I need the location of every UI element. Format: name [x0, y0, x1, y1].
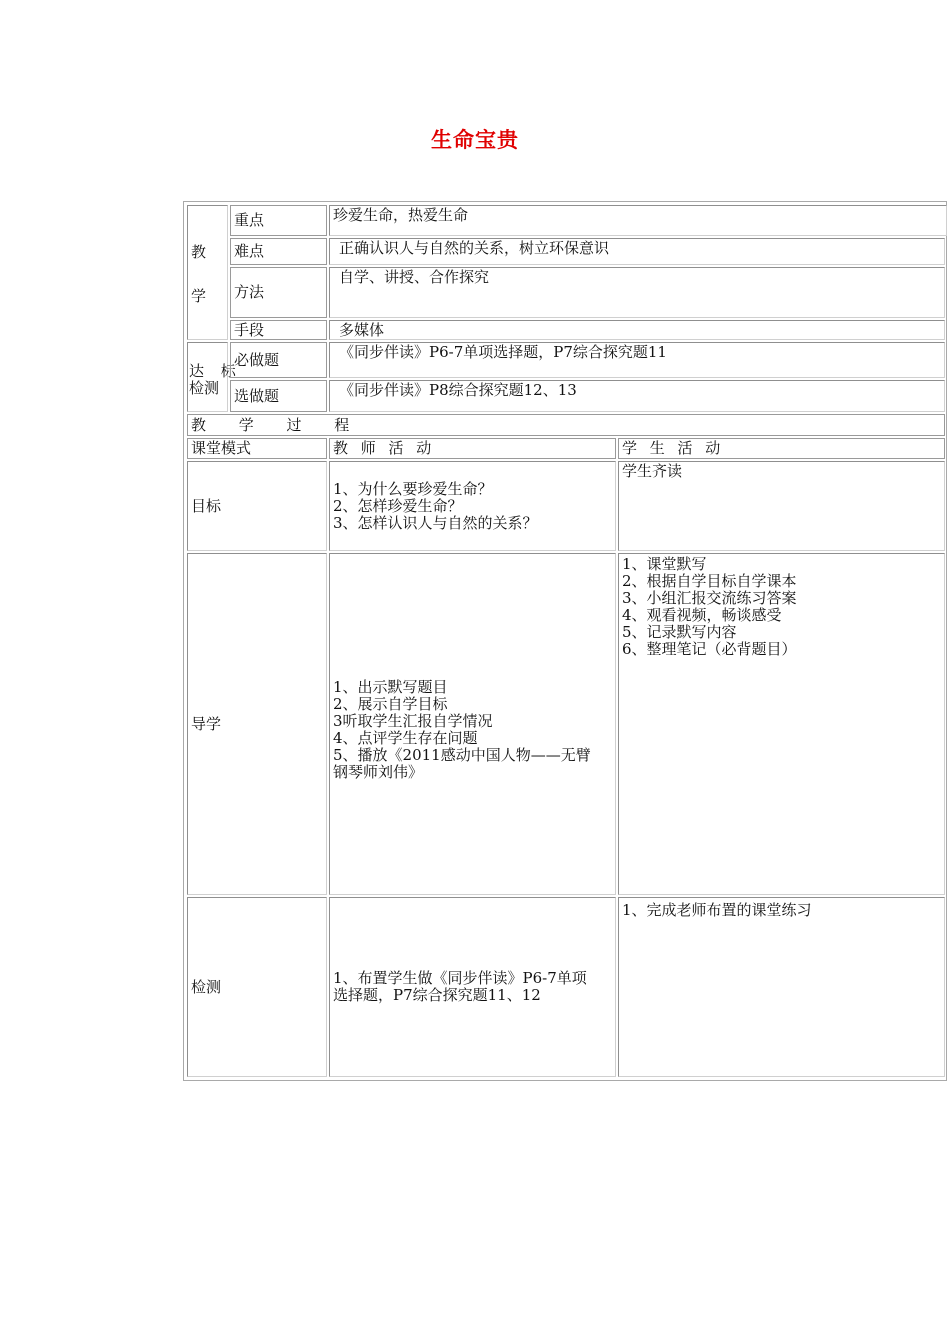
teaching-group-char-1: 教 — [191, 243, 207, 261]
means-content: 多媒体 — [329, 320, 945, 340]
method-content: 自学、讲授、合作探究 — [329, 267, 945, 318]
student-activity-list — [622, 556, 941, 658]
list-item: 2、怎样珍爱生命？ — [333, 496, 463, 515]
assessment-group-label — [187, 342, 242, 412]
stage-teacher-check — [329, 897, 616, 1077]
key-point-content: 珍爱生命，热爱生命 — [329, 205, 947, 236]
list-item: 1、完成老师布置的课堂练习 — [622, 901, 812, 919]
stage-student-check — [618, 897, 945, 1077]
required-exercise-label: 必做题 — [230, 342, 327, 378]
optional-exercise-content: 《同步伴读》P8综合探究题12、13 — [329, 380, 945, 412]
list-item: 5、记录默写内容 — [622, 623, 737, 641]
page-title: 生命宝贵 — [431, 128, 519, 152]
stage-teacher-guided-study — [329, 553, 616, 895]
list-item: 1、课堂默写 — [622, 555, 707, 573]
teacher-activity-list — [333, 970, 587, 1004]
list-item: 2、根据自学目标自学课本 — [622, 572, 797, 590]
list-item: 学生齐读 — [622, 462, 683, 480]
optional-exercise-label: 选做题 — [230, 380, 327, 412]
means-label: 手段 — [230, 320, 327, 340]
list-item: 1、布置学生做《同步伴读》P6-7单项 — [333, 969, 587, 987]
teaching-group-label — [187, 205, 228, 340]
list-item: 5、播放《2011感动中国人物——无臂 — [333, 746, 591, 764]
list-item: 选择题，P7综合探究题11、12 — [333, 986, 541, 1004]
required-exercise-content: 《同步伴读》P6-7单项选择题，P7综合探究题11 — [329, 342, 945, 378]
column-header-student: 学 生 活 动 — [618, 438, 945, 459]
stage-mode-goal: 目标 — [187, 461, 327, 551]
stage-teacher-goal — [329, 461, 616, 551]
stage-student-guided-study — [618, 553, 945, 895]
process-heading: 教 学 过 程 — [187, 414, 945, 436]
stage-student-goal — [618, 461, 945, 551]
list-item: 1、为什么要珍爱生命？ — [333, 479, 493, 498]
difficulty-content: 正确认识人与自然的关系，树立环保意识 — [329, 238, 945, 265]
assessment-group-line-2: 检测 — [189, 379, 220, 397]
list-item: 4、观看视频，畅谈感受 — [622, 606, 782, 624]
difficulty-label: 难点 — [230, 238, 327, 265]
stage-mode-guided-study: 导学 — [187, 553, 327, 895]
teaching-group-char-2: 学 — [191, 287, 207, 305]
list-item: 6、整理笔记（必背题目） — [622, 640, 797, 658]
method-label: 方法 — [230, 267, 327, 318]
assessment-group-line-1: 达 标 — [189, 362, 242, 380]
column-header-mode: 课堂模式 — [187, 438, 327, 459]
list-item: 3听取学生汇报自学情况 — [333, 712, 493, 730]
list-item: 钢琴师刘伟》 — [333, 763, 424, 781]
stage-mode-check: 检测 — [187, 897, 327, 1077]
list-item: 1、出示默写题目 — [333, 678, 448, 696]
student-activity-list — [622, 902, 941, 919]
list-item: 3、怎样认识人与自然的关系？ — [333, 513, 538, 532]
list-item: 2、展示自学目标 — [333, 695, 448, 713]
teacher-activity-list — [333, 679, 591, 781]
key-point-label: 重点 — [230, 205, 327, 236]
teacher-activity-list — [333, 481, 538, 532]
list-item: 3、小组汇报交流练习答案 — [622, 589, 797, 607]
list-item: 4、点评学生存在问题 — [333, 729, 478, 747]
student-activity-list — [622, 463, 941, 480]
column-header-teacher: 教 师 活 动 — [329, 438, 616, 459]
